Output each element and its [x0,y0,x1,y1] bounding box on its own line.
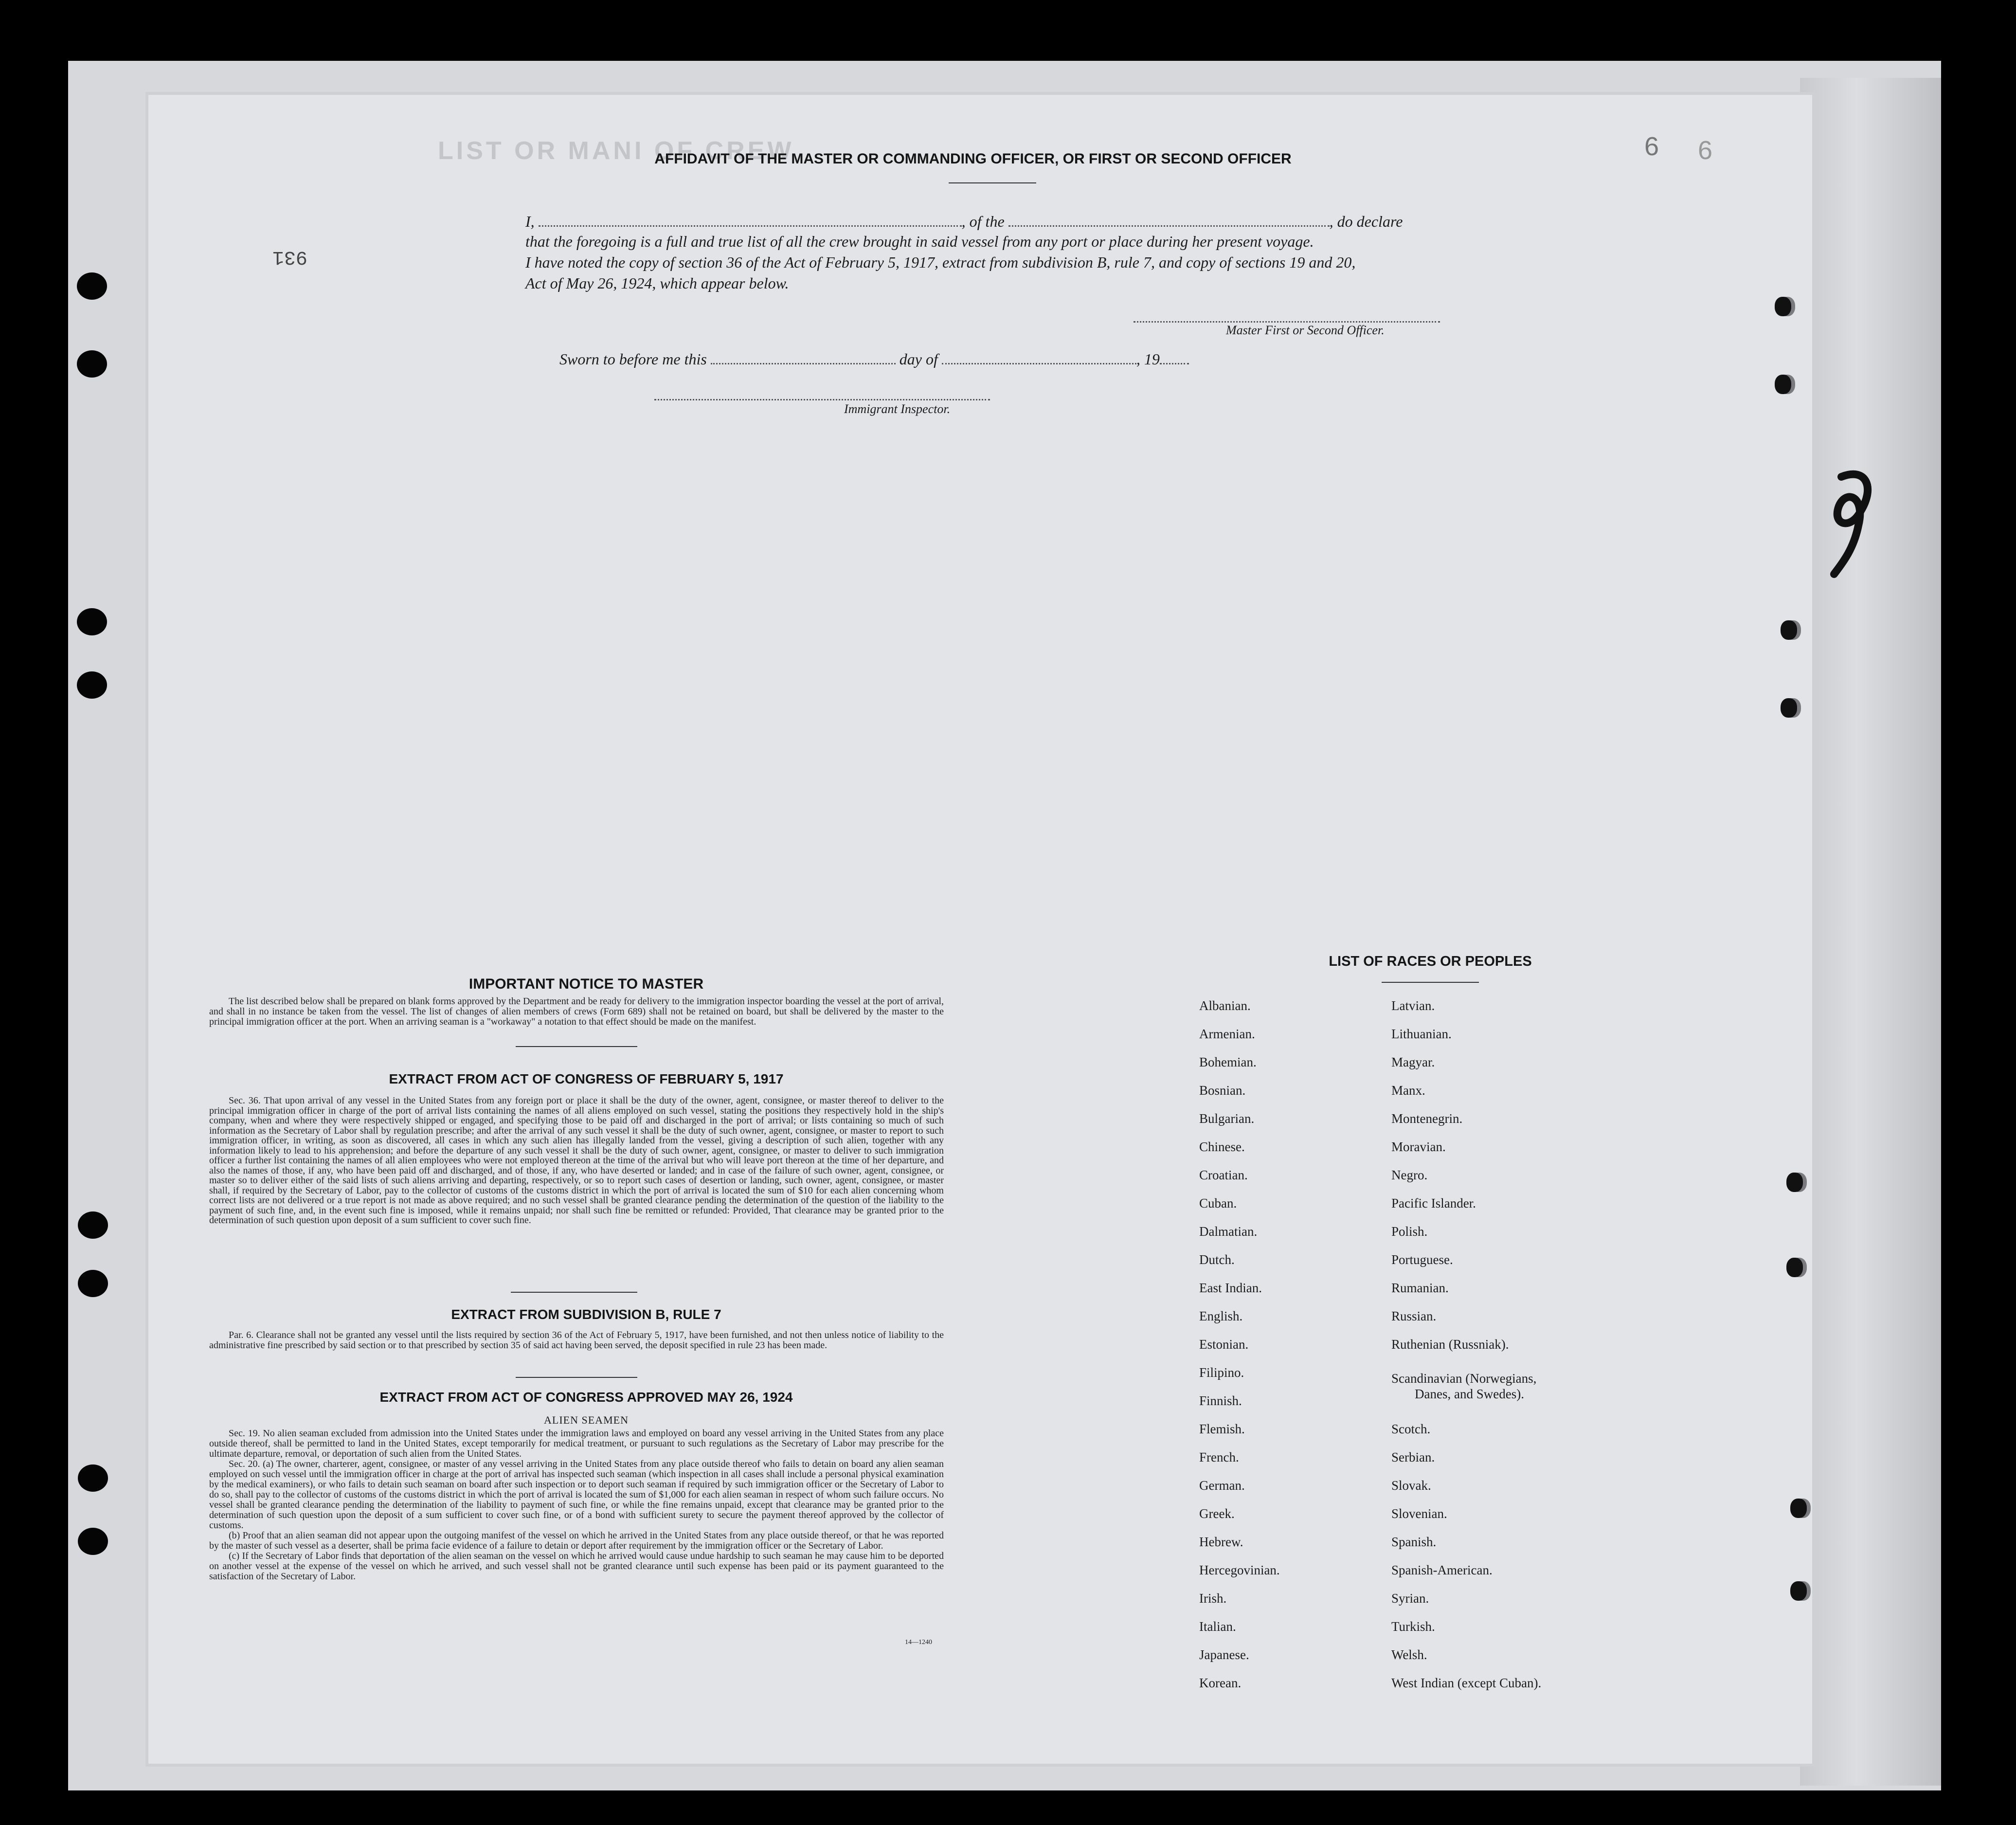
race-item: Scandinavian (Norwegians, [1391,1371,1537,1386]
race-item: English. [1199,1309,1243,1323]
inspector-label: Immigrant Inspector. [844,402,951,416]
day-of-label: day of [899,350,938,368]
race-item: Slovenian. [1391,1506,1447,1521]
race-item: German. [1199,1478,1245,1493]
sec-20c-text: (c) If the Secretary of Labor finds that deportation of the alien seaman on the vessel on which he arrived would cause undue hardship to such seaman he may cause him to be deported on another vessel at the expense of the vessel on which he arrived, and such vessel shall not be granted clearance until such expense has been paid or its payment guaranteed to the satisfaction of the Secretary of Labor. [209,1551,944,1582]
race-item: Cuban. [1199,1196,1237,1211]
extract-rule7-title: EXTRACT FROM SUBDIVISION B, RULE 7 [451,1307,721,1322]
sworn-line [559,349,1484,368]
punch-hole [78,1270,108,1297]
sworn-year-blank[interactable] [1160,349,1189,364]
race-item: Estonian. [1199,1337,1249,1352]
punch-hole [77,608,107,635]
extract-1917-text: Sec. 36. That upon arrival of any vessel in the United States from any foreign port or place it shall be the duty of the owner, agent, consignee, or master thereof to deliver to the principal immigration officer in charge of the port of arrival lists containing the names of all aliens employed on such vessel, stating the positions they respectively hold in the ship's company, when and where they were respectively shipped or engaged, and specifying those to be paid off and discharged in the port of arrival; or lists containing so much of such information as the Secretary of Labor shall by regulation prescribe; and after the arrival of any such vessel it shall be the duty of such owner, agent, consignee, or master to report to such immigration officer, in writing, as soon as discovered, all cases in which any such alien has illegally landed from the vessel, giving a description of such alien, together with any information likely to lead to his apprehension; and before the departure of any such vessel it shall be the duty of such owner, agent, consignee, or master to deliver to such immigration officer a further list containing the names of all alien employees who were not employed thereon at the time of the arrival but who will leave port thereon at the time of her departure, and also the names of those, if any, who have been paid off and discharged, and of those, if any, who have deserted or landed; and in case of the failure of such owner, agent, consignee, or master so to deliver either of the said lists of such aliens arriving and departing, respectively, or so to report such cases of desertion or landing, such owner, agent, consignee, or master shall, if required by the Secretary of Labor, pay to the collector of customs of the customs district in which the port of arrival is located the sum of $10 for each alien concerning whom correct lists are not delivered or a true report is not made as above required; and no such vessel shall be granted clearance pending the determination of the question of the liability to the payment of such fine, and, in the event such fine is imposed, while it remains unpaid; nor shall such fine be remitted or refunded: Provided, That clearance may be granted prior to the determination of such question upon deposit of a sum sufficient to cover such fine. [209,1095,944,1226]
punch-hole [1786,1173,1803,1192]
punch-hole [1775,297,1791,316]
race-item: Korean. [1199,1676,1242,1690]
race-item: Albanian. [1199,998,1251,1013]
race-item: Danes, and Swedes). [1415,1387,1524,1401]
punch-hole [77,350,107,378]
punch-hole [1786,1258,1803,1277]
affidavit-title: AFFIDAVIT OF THE MASTER OR COMMANDING OFFICER, OR FIRST OR SECOND OFFICER [654,151,1292,167]
race-item: Hercegovinian. [1199,1563,1280,1577]
extract-1917-title: EXTRACT FROM ACT OF CONGRESS OF FEBRUARY 5, 1917 [389,1071,784,1086]
punch-hole [1790,1499,1807,1518]
race-item: Filipino. [1199,1365,1244,1380]
race-item: Welsh. [1391,1647,1427,1662]
vessel-blank[interactable] [1008,212,1330,227]
race-item: Turkish. [1391,1619,1435,1634]
race-item: Rumanian. [1391,1281,1449,1295]
race-item: Lithuanian. [1391,1027,1452,1041]
divider [516,1046,637,1047]
race-item: Spanish. [1391,1535,1437,1549]
sec-19-text: Sec. 19. No alien seaman excluded from admission into the United States under the immigration laws and employed on board any vessel arriving in the United States from any place outside thereof, shall be permitted to land in the United States, except temporarily for medical treatment, or pursuant to such regulations as the Secretary of Labor may prescribe for the ultimate departure, removal, or deportation of such alien from the United States. [209,1428,944,1459]
name-blank[interactable] [539,212,962,227]
sec-20b-text: (b) Proof that an alien seaman did not appear upon the outgoing manifest of the vessel on which he arrived in the United States from any place outside thereof, or that he was reported by the master of such vessel as a deserter, shall be prima facie evidence of a failure to detain or deport after requirement by the immigration officer or the Secretary of Labor. [209,1530,944,1551]
page-number-ghost: 6 [1698,136,1713,165]
stamp-number: 931 [272,246,308,268]
punch-hole [78,1211,108,1239]
race-item: Croatian. [1199,1168,1248,1182]
punch-hole [78,1528,108,1555]
punch-hole [1781,698,1797,718]
race-item: Chinese. [1199,1139,1245,1154]
punch-hole [77,272,107,300]
divider [516,1377,637,1378]
race-item: Polish. [1391,1224,1428,1239]
race-item: Hebrew. [1199,1535,1243,1549]
race-item: Irish. [1199,1591,1227,1606]
race-item: Bohemian. [1199,1055,1257,1069]
race-item: French. [1199,1450,1239,1464]
of-the-label: , of the [961,213,1005,230]
divider [1382,982,1479,983]
affidavit-line-1 [525,212,1498,231]
extract-rule7-text: Par. 6. Clearance shall not be granted any vessel until the lists required by section 36 of the Act of February 5, 1917, have been furnished, and not then unless notice of liability to the administrative fine prescribed by said section or to that prescribed by section 35 of said act having been served, the deposit specified in rule 23 has been made. [209,1330,944,1351]
year-label: , 19 [1136,350,1160,368]
race-item: Pacific Islander. [1391,1196,1476,1211]
race-item: West Indian (except Cuban). [1391,1676,1542,1690]
race-item: Greek. [1199,1506,1235,1521]
underlying-sheet-edge [1800,78,1941,1786]
race-item: Serbian. [1391,1450,1435,1464]
race-item: East Indian. [1199,1281,1262,1295]
extract-1924-body [209,1428,944,1582]
declare-label: , do declare [1329,213,1403,230]
race-item: Syrian. [1391,1591,1429,1606]
affidavit-i: I, [525,213,535,230]
page-number: 6 [1644,132,1659,161]
race-item: Manx. [1391,1083,1425,1098]
race-item: Italian. [1199,1619,1236,1634]
extract-1924-title: EXTRACT FROM ACT OF CONGRESS APPROVED MAY 26, 1924 [379,1390,793,1405]
punch-hole [1775,375,1791,394]
race-item: Dutch. [1199,1252,1235,1267]
punch-hole [1790,1581,1807,1601]
race-item: Portuguese. [1391,1252,1453,1267]
race-item: Scotch. [1391,1422,1431,1436]
signature-line[interactable] [1134,307,1440,323]
signature-label: Master First or Second Officer. [1226,323,1385,337]
race-item: Russian. [1391,1309,1437,1323]
race-item: Latvian. [1391,998,1435,1013]
race-item: Japanese. [1199,1647,1249,1662]
sworn-label: Sworn to before me this [559,350,707,368]
divider [949,182,1036,183]
divider [511,1292,637,1293]
sec-20a-text: Sec. 20. (a) The owner, charterer, agent, consignee, or master of any vessel arriving in the United States from any place outside thereof who fails to detain on board any alien seaman employed on such vessel until the immigration officer in charge at the port of arrival has inspected such seaman (which inspection in all cases shall include a personal physical examination by the medical examiners), or who fails to detain such seaman on board after such inspection or to deport such seaman if required by such immigration officer or the Secretary of Labor to do so, shall pay to the collector of customs of the customs district in which the port of arrival is located the sum of $1,000 for each alien seaman in respect of whom such failure occurs. No vessel shall be granted clearance pending the determination of the liability to payment of such fine, or while the fine remains unpaid, except that clearance may be granted prior to the determination of such question upon the deposit of a sum sufficient to cover such fine, or of a bond with sufficient surety to secure the payment thereof approved by the collector of customs. [209,1459,944,1531]
race-item: Bosnian. [1199,1083,1246,1098]
bleed-through-heading: LIST OR MANI OF CREW [438,137,794,165]
affidavit-line-3: I have noted the copy of section 36 of the Act of February 5, 1917, extract from subdivision B, rule 7, and copy of sections 19 and 20, [525,253,1356,271]
affidavit-line-2: that the foregoing is a full and true list of all the crew brought in said vessel from any port or place during her present voyage. [525,233,1314,250]
race-item: Finnish. [1199,1393,1242,1408]
alien-seamen-subtitle: ALIEN SEAMEN [544,1414,629,1426]
notice-text: The list described below shall be prepared on blank forms approved by the Department and be ready for delivery to the immigration inspector boarding the vessel at the port of arrival, and shall in no instance be taken from the vessel. The list of changes of alien members of crews (Form 689) shall not be retained on board, but shall be delivered by the master to the principal immigration officer at the port. When an arriving seaman is a "workaway" a notation to that effect should be made on the manifest. [209,996,944,1027]
punch-hole [78,1464,108,1492]
race-item: Ruthenian (Russniak). [1391,1337,1509,1352]
race-item: Spanish-American. [1391,1563,1493,1577]
race-item: Slovak. [1391,1478,1431,1493]
sworn-month-blank[interactable] [942,349,1136,364]
inspector-signature-line[interactable] [654,385,990,400]
punch-hole [77,671,107,699]
race-item: Armenian. [1199,1027,1255,1041]
race-item: Dalmatian. [1199,1224,1258,1239]
race-item: Bulgarian. [1199,1111,1255,1126]
races-title: LIST OF RACES OR PEOPLES [1329,954,1532,969]
notice-title: IMPORTANT NOTICE TO MASTER [468,976,704,992]
race-item: Moravian. [1391,1139,1446,1154]
race-item: Montenegrin. [1391,1111,1463,1126]
race-item: Flemish. [1199,1422,1245,1436]
form-number: 14—1240 [905,1639,932,1646]
affidavit-line-4: Act of May 26, 1924, which appear below. [525,274,789,292]
sworn-day-blank[interactable] [711,349,896,364]
race-item: Negro. [1391,1168,1428,1182]
handwritten-mark [1822,467,1880,579]
race-item: Magyar. [1391,1055,1435,1069]
punch-hole [1781,620,1797,640]
